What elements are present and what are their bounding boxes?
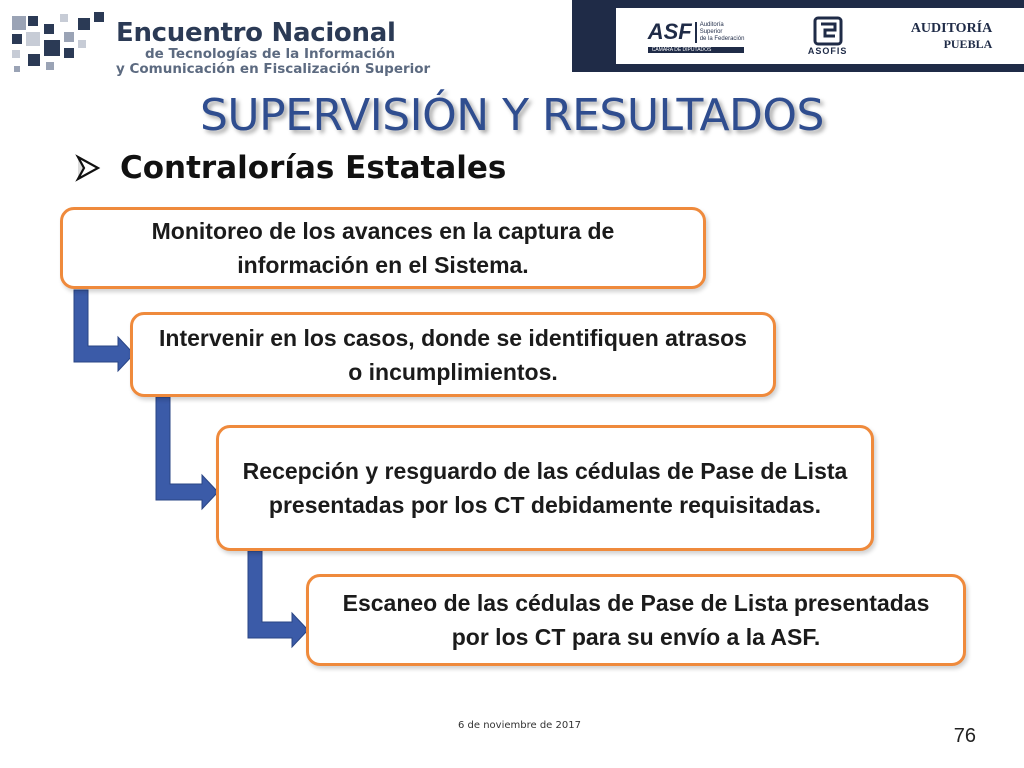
step-2-text: Intervenir en los casos, donde se identifiquen atrasos o incumplimientos. (159, 324, 747, 385)
step-box-2 (130, 312, 776, 397)
step-4-text: Escaneo de las cédulas de Pase de Lista presentadas por los CT para su envío a la ASF. (342, 590, 930, 650)
asofis-emblem-icon (813, 16, 843, 46)
asf-name-line3: de la Federación (699, 35, 745, 42)
asf-name-line2: Superior (699, 28, 723, 35)
asf-subtitle: CÁMARA DE DIPUTADOS (648, 47, 745, 53)
connector-arrow-3 (248, 551, 308, 647)
step-1-text: Monitoreo de los avances en la captura de información en el Sistema. (151, 218, 615, 278)
step-box-4 (306, 574, 966, 666)
asf-logo (648, 19, 745, 53)
connector-arrow-1 (74, 290, 134, 371)
connector-arrow-2 (156, 397, 218, 509)
partner-logos-banner (596, 0, 1024, 72)
event-title: Encuentro Nacional (116, 18, 396, 48)
asf-name-line1: Auditoría (699, 21, 724, 28)
arrowhead-bullet-icon (74, 154, 102, 182)
puebla-label: PUEBLA (943, 36, 993, 51)
footer-date: 6 de noviembre de 2017 (458, 720, 581, 731)
bullet-item (74, 150, 506, 186)
auditoria-puebla-logo (911, 21, 992, 52)
step-3-text: Recepción y resguardo de las cédulas de Pase de Lista presentadas por los CT debidamente requisitadas. (242, 458, 848, 518)
event-subtitle-line2: y Comunicación en Fiscalización Superior (116, 61, 431, 77)
page-number: 76 (953, 725, 976, 747)
asofis-logo (808, 16, 848, 56)
event-logo-mark (8, 10, 108, 78)
asofis-label: ASOFIS (807, 46, 848, 56)
step-box-1 (60, 207, 706, 289)
bullet-text: Contralorías Estatales (120, 150, 507, 186)
event-subtitle-line1: de Tecnologías de la Información (145, 46, 396, 62)
asf-abbr: ASF (647, 19, 692, 44)
slide-title: SUPERVISIÓN Y RESULTADOS (200, 90, 824, 141)
step-box-3 (216, 425, 874, 551)
auditoria-label: AUDITORÍA (910, 20, 993, 36)
